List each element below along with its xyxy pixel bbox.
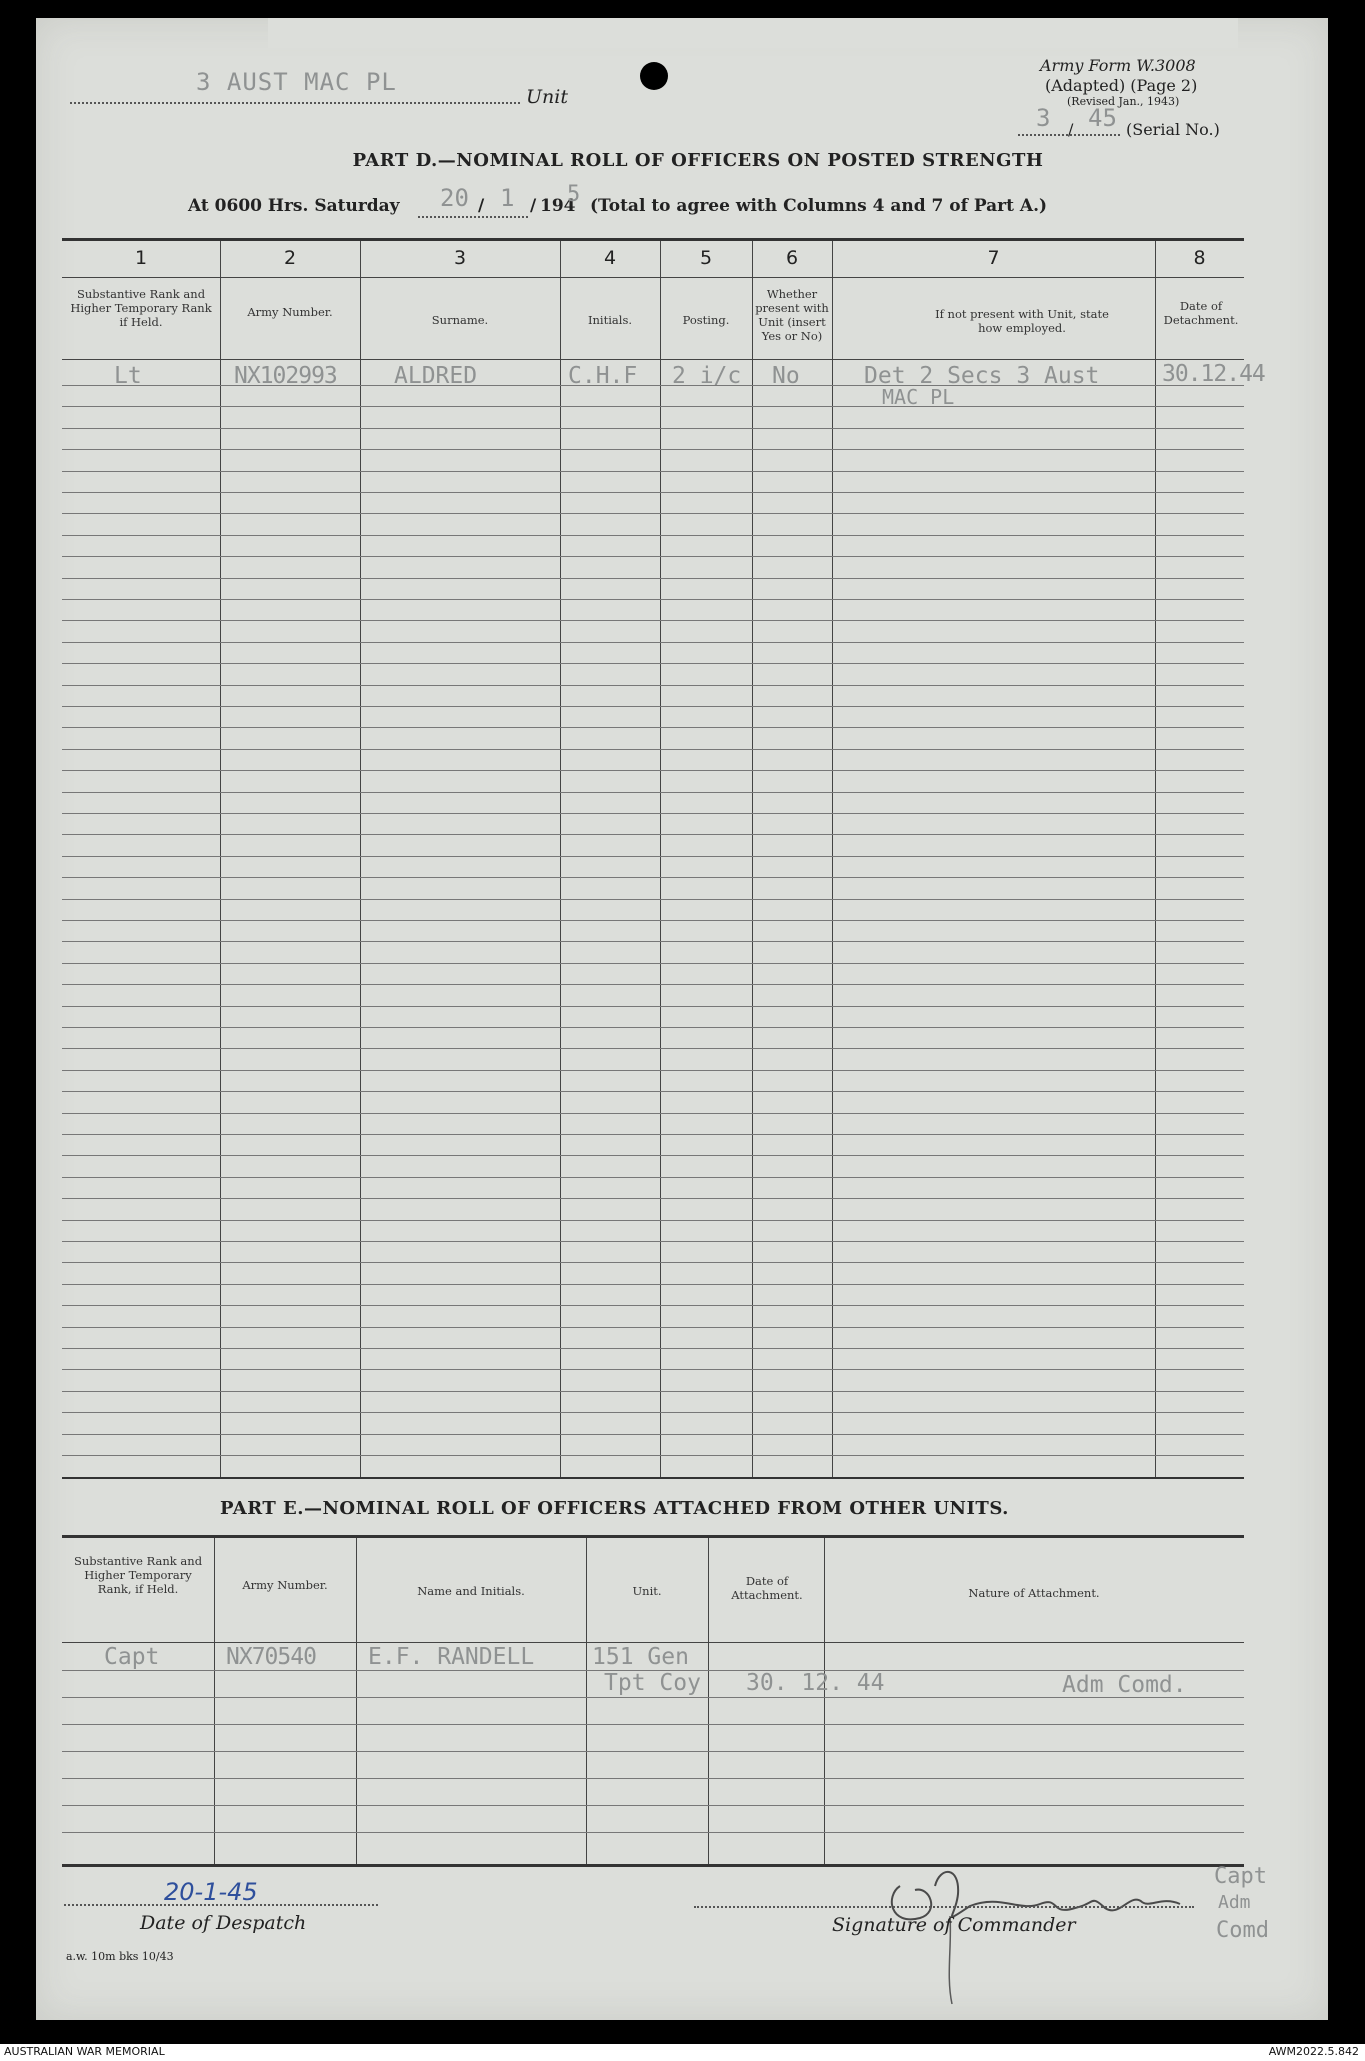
- part-d-date-year: 194: [540, 196, 576, 216]
- signature-dotted-line: [694, 1906, 1194, 1908]
- serial-slash: /: [1068, 120, 1074, 139]
- colnum-5: 5: [699, 247, 713, 269]
- col-divider: [708, 1538, 709, 1864]
- unit-dotted-line: [70, 102, 520, 104]
- commander-rank-2: Adm: [1218, 1892, 1251, 1913]
- col-divider: [660, 241, 661, 1477]
- ruled-line: [62, 899, 1244, 900]
- ruled-line: [62, 727, 1244, 728]
- e-col-header-name: Name and Initials.: [417, 1584, 525, 1598]
- e-col-header-attachment-date: Date of Attachment.: [731, 1574, 803, 1602]
- col-divider: [752, 241, 753, 1477]
- colnum-divider: [62, 277, 1244, 278]
- ruled-line: [62, 1327, 1244, 1328]
- ruled-line: [62, 1751, 1244, 1752]
- e-row-name: E.F. RANDELL: [368, 1644, 535, 1670]
- col-header-employed: If not present with Unit, state how employed.: [935, 307, 1109, 335]
- e-row-rank: Capt: [104, 1644, 160, 1670]
- col-divider: [560, 241, 561, 1477]
- ruled-line: [62, 471, 1244, 472]
- d-row-employed-1: Det 2 Secs 3 Aust: [864, 363, 1100, 389]
- ruled-line: [62, 770, 1244, 771]
- part-d-date-day: 20: [440, 184, 469, 212]
- d-row-initials: C.H.F: [568, 363, 638, 389]
- ruled-line: [62, 877, 1244, 878]
- unit-label: Unit: [526, 86, 568, 108]
- col-divider: [214, 1538, 215, 1864]
- colnum-1: 1: [134, 247, 148, 269]
- d-row-rank: Lt: [114, 363, 142, 389]
- d-row-army-number: NX102993: [234, 363, 337, 389]
- ruled-line: [62, 492, 1244, 493]
- d-row-surname: ALDRED: [394, 363, 478, 389]
- col-divider: [1155, 241, 1156, 1477]
- header-divider: [62, 359, 1244, 360]
- e-col-header-unit: Unit.: [632, 1584, 662, 1598]
- ruled-line: [62, 1284, 1244, 1285]
- unit-value: 3 AUST MAC PL: [196, 68, 397, 96]
- ruled-line: [62, 578, 1244, 579]
- form-revised: (Revised Jan., 1943): [1067, 95, 1180, 108]
- ruled-line: [62, 663, 1244, 664]
- ruled-line: [62, 599, 1244, 600]
- archive-strip-left: AUSTRALIAN WAR MEMORIAL: [4, 2045, 165, 2058]
- part-d-date-month: 1: [500, 184, 515, 212]
- e-col-header-rank: Substantive Rank and Higher Temporary Rank, if Held.: [73, 1554, 203, 1596]
- ruled-line: [62, 1724, 1244, 1725]
- form-line1: Army Form W.3008: [1040, 56, 1196, 75]
- date-dotted-line: [418, 216, 528, 218]
- punch-hole: [640, 62, 668, 90]
- despatch-label: Date of Despatch: [140, 1912, 307, 1934]
- d-row-detachment-date: 30.12.44: [1162, 361, 1265, 387]
- ruled-line: [62, 1091, 1244, 1092]
- col-header-posting: Posting.: [682, 313, 730, 327]
- ruled-line: [62, 556, 1244, 557]
- ruled-line: [62, 1369, 1244, 1370]
- ruled-line: [62, 1262, 1244, 1263]
- despatch-date-value: 20-1-45: [164, 1878, 258, 1906]
- ruled-line: [62, 1434, 1244, 1435]
- colnum-7: 7: [987, 247, 1000, 269]
- ruled-line: [62, 963, 1244, 964]
- serial-label: (Serial No.): [1126, 120, 1220, 139]
- ruled-line: [62, 706, 1244, 707]
- ruled-line: [62, 1220, 1244, 1221]
- part-d-title: PART D.—NOMINAL ROLL OF OFFICERS ON POSTED STRENGTH: [352, 150, 1044, 171]
- form-adapted: (Adapted) (Page 2): [1045, 76, 1198, 95]
- ruled-line: [62, 792, 1244, 793]
- ruled-line: [62, 1198, 1244, 1199]
- ruled-line: [62, 984, 1244, 985]
- ruled-line: [62, 1113, 1244, 1114]
- col-header-present: Whether present with Unit (insert Yes or No): [755, 287, 829, 343]
- ruled-line: [62, 1805, 1244, 1806]
- ruled-line: [62, 1832, 1244, 1833]
- signature-label: Signature of Commander: [832, 1914, 1076, 1936]
- ruled-line: [62, 685, 1244, 686]
- part-e-table: [62, 1535, 1244, 1867]
- e-row-unit-2: Tpt Coy: [604, 1670, 701, 1696]
- commander-rank-1: Capt: [1214, 1864, 1267, 1889]
- ruled-line: [62, 1348, 1244, 1349]
- despatch-dotted-line: [64, 1904, 378, 1906]
- col-header-army-number: Army Number.: [247, 305, 333, 319]
- archive-strip: [0, 2044, 1365, 2061]
- colnum-3: 3: [453, 247, 467, 269]
- colnum-4: 4: [603, 247, 617, 269]
- ruled-line: [62, 1241, 1244, 1242]
- e-col-header-army-number: Army Number.: [242, 1578, 328, 1592]
- ruled-line: [62, 513, 1244, 514]
- ruled-line: [62, 1048, 1244, 1049]
- ruled-line: [62, 1006, 1244, 1007]
- part-d-date-year-suffix: 5: [567, 182, 581, 207]
- colnum-2: 2: [283, 247, 297, 269]
- ruled-line: [62, 1778, 1244, 1779]
- col-divider: [220, 241, 221, 1477]
- header-divider: [62, 1642, 1244, 1643]
- d-row-employed-2: MAC PL: [882, 385, 955, 409]
- ruled-line: [62, 535, 1244, 536]
- e-col-header-nature: Nature of Attachment.: [968, 1586, 1100, 1600]
- col-header-surname: Surname.: [431, 313, 489, 327]
- col-header-initials: Initials.: [587, 313, 633, 327]
- colnum-6: 6: [785, 247, 799, 269]
- col-header-detachment: Date of Detachment.: [1163, 299, 1239, 327]
- part-d-date-prefix: At 0600 Hrs. Saturday: [188, 196, 400, 216]
- serial-value-b: 45: [1088, 104, 1117, 132]
- e-row-army-number: NX70540: [226, 1644, 316, 1670]
- print-code: a.w. 10m bks 10/43: [66, 1950, 174, 1963]
- col-header-rank: Substantive Rank and Higher Temporary Rank if Held.: [70, 287, 212, 329]
- d-row-posting: 2 i/c: [672, 363, 742, 389]
- part-e-title: PART E.—NOMINAL ROLL OF OFFICERS ATTACHED FROM OTHER UNITS.: [220, 1498, 1009, 1519]
- ruled-line: [62, 1177, 1244, 1178]
- ruled-line: [62, 920, 1244, 921]
- col-divider: [360, 241, 361, 1477]
- col-divider: [832, 241, 833, 1477]
- ruled-line: [62, 1070, 1244, 1071]
- ruled-line: [62, 428, 1244, 429]
- commander-rank-3: Comd: [1216, 1918, 1269, 1943]
- ruled-line: [62, 1155, 1244, 1156]
- d-row-present: No: [772, 363, 800, 389]
- ruled-line: [62, 1391, 1244, 1392]
- archive-strip-right: AWM2022.5.842: [1268, 2045, 1359, 2058]
- part-d-date-note: (Total to agree with Columns 4 and 7 of Part A.): [590, 196, 1048, 216]
- e-row-date: 30. 12. 44: [746, 1670, 885, 1696]
- e-row-unit-1: 151 Gen: [592, 1644, 689, 1670]
- ruled-line: [62, 620, 1244, 621]
- ruled-line: [62, 813, 1244, 814]
- ruled-line: [62, 406, 1244, 407]
- ruled-line: [62, 856, 1244, 857]
- ruled-line: [62, 834, 1244, 835]
- ruled-line: [62, 1027, 1244, 1028]
- colnum-8: 8: [1193, 247, 1206, 269]
- ruled-line: [62, 749, 1244, 750]
- ruled-line: [62, 642, 1244, 643]
- date-slash-2: /: [530, 196, 537, 216]
- ruled-line: [62, 449, 1244, 450]
- part-d-table: [62, 238, 1265, 1479]
- ruled-line: [62, 1412, 1244, 1413]
- serial-value-a: 3: [1036, 104, 1051, 132]
- date-slash-1: /: [478, 196, 485, 216]
- ruled-line: [62, 941, 1244, 942]
- e-row-nature: Adm Comd.: [1062, 1672, 1187, 1698]
- ruled-line: [62, 1134, 1244, 1135]
- sheet-top-tab: [268, 18, 1238, 48]
- ruled-line: [62, 1455, 1244, 1456]
- form-number: [1040, 56, 1196, 75]
- ruled-line: [62, 1305, 1244, 1306]
